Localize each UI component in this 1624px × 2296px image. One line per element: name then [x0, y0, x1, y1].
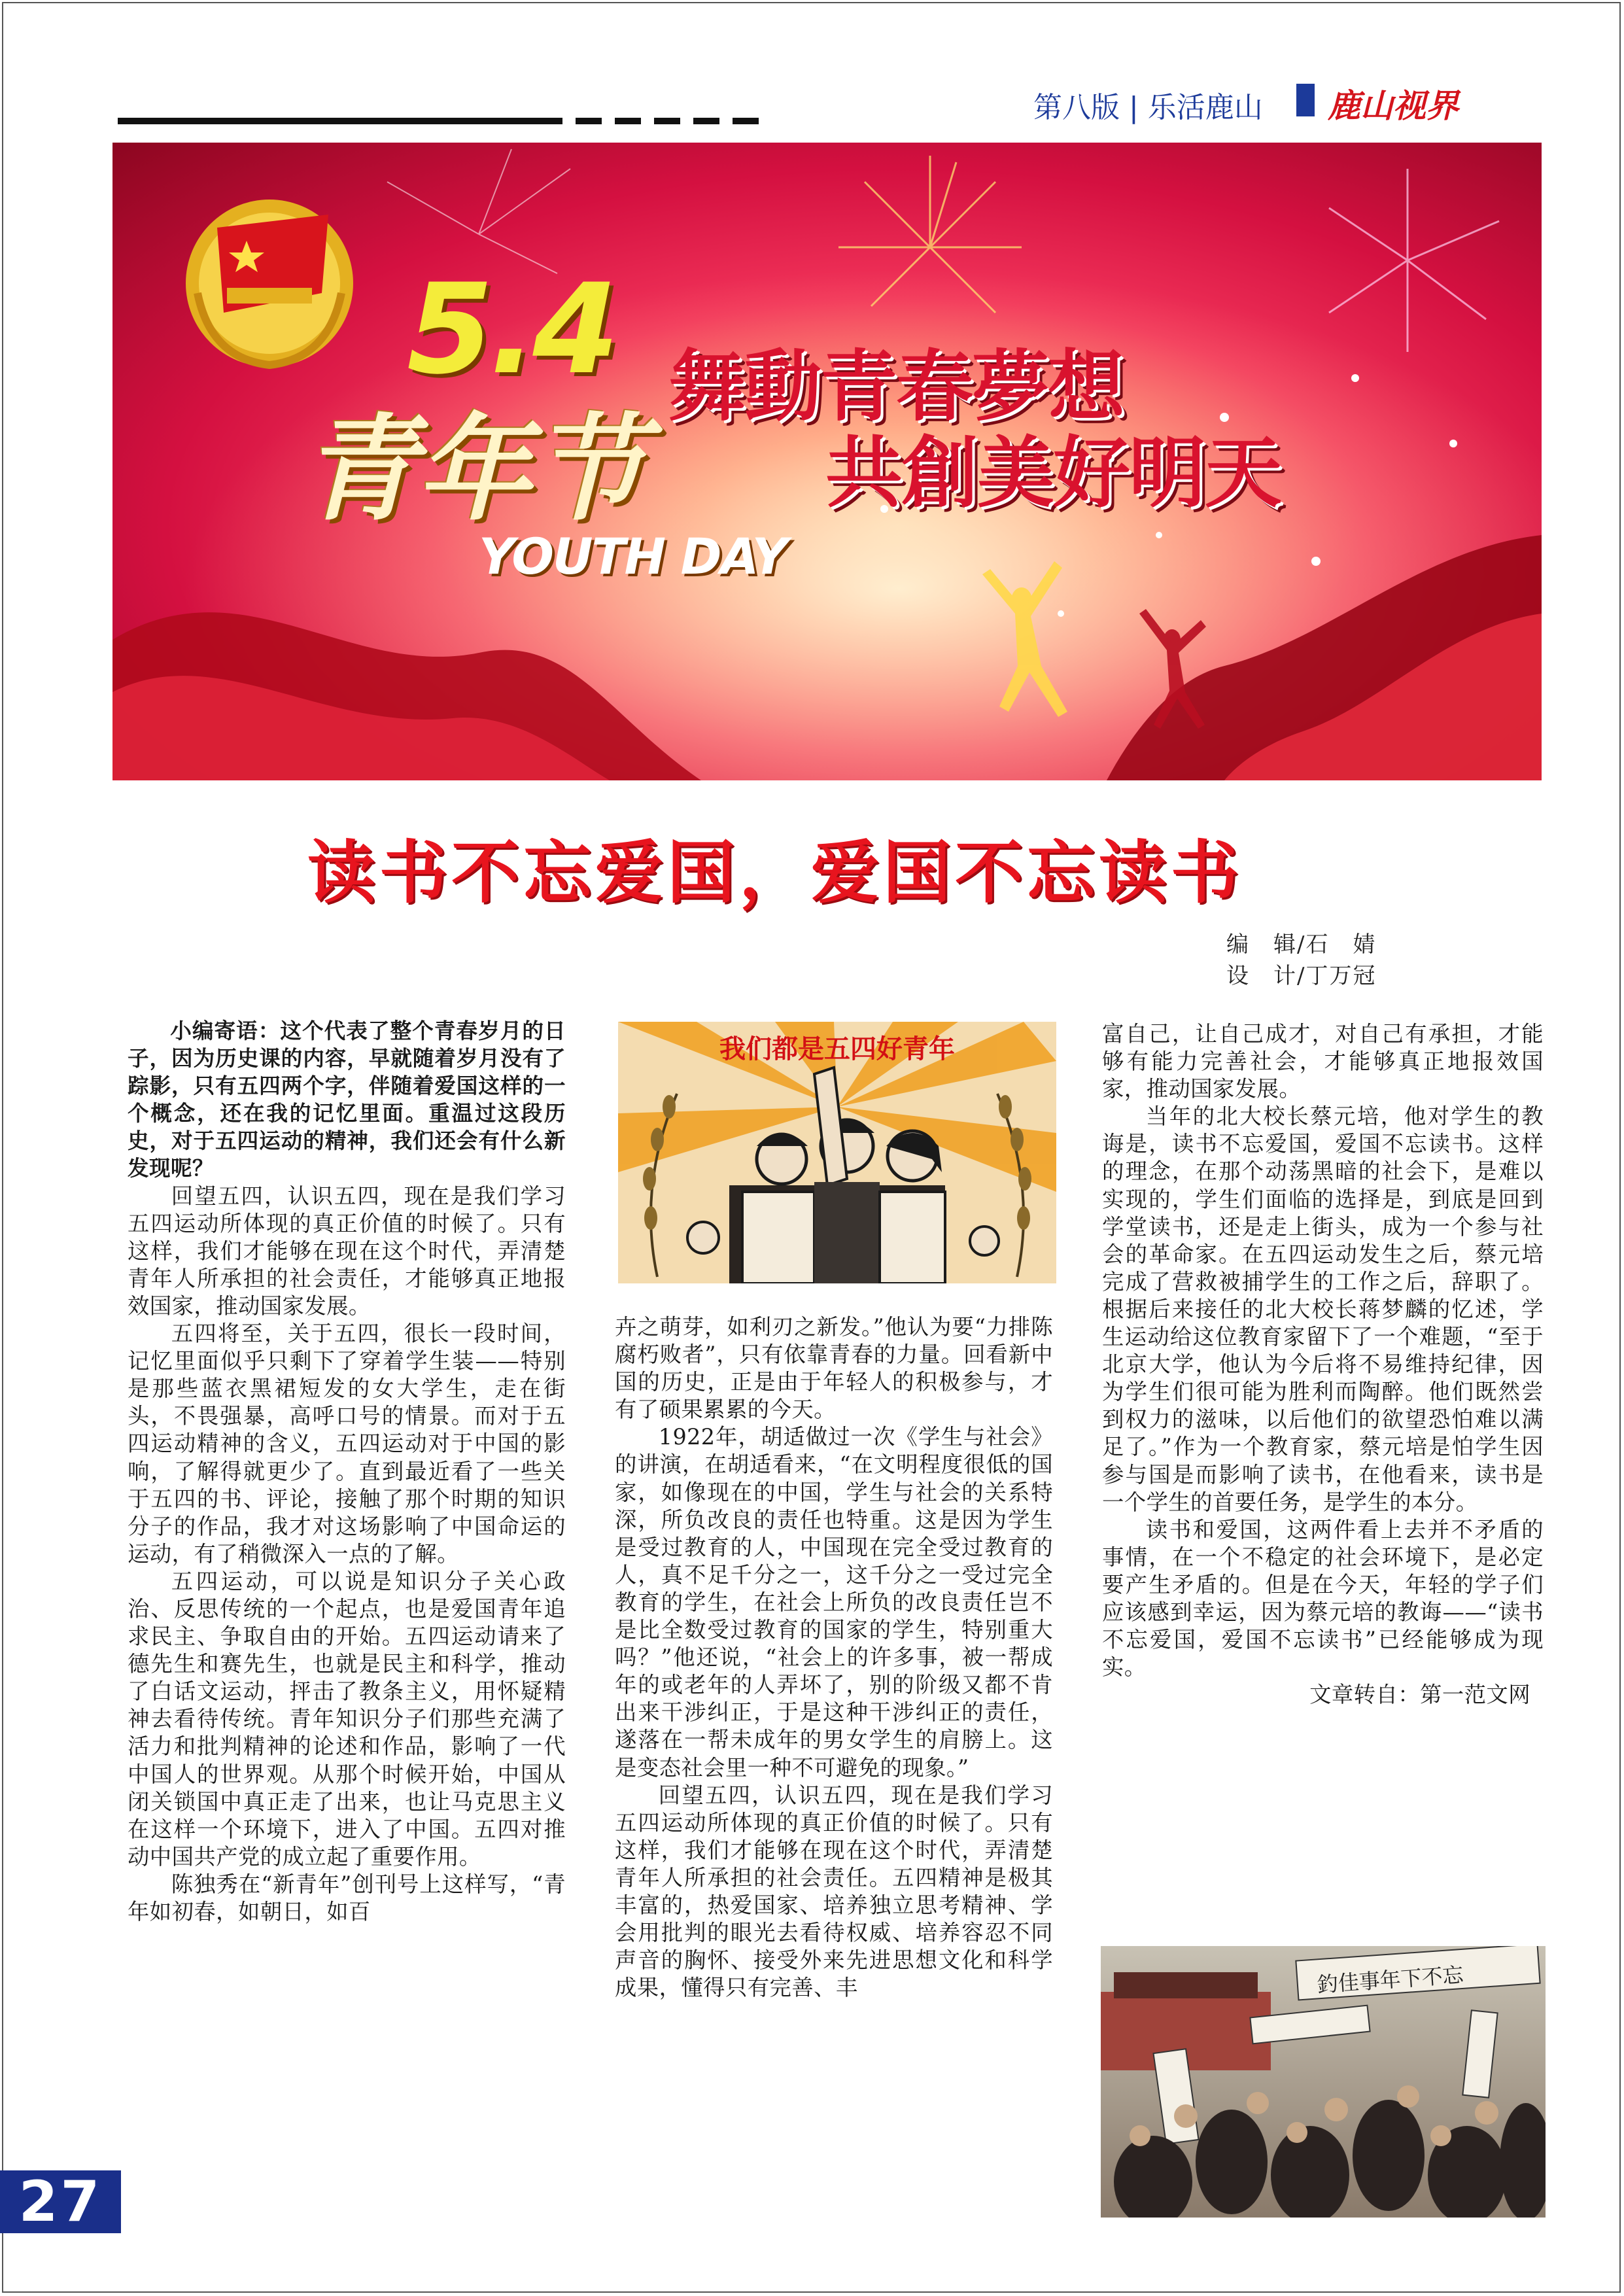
paragraph: 回望五四，认识五四，现在是我们学习五四运动所体现的真正价值的时候了。只有这样，我们才能够在现在这个时代，弄清楚青年人所承担的社会责任。五四精神是极其丰富的，热爱国家、培养独立思考精神、学会用批判的眼光去看待权威、培养容忍不同声音的胸怀、接受外来先进思想文化和科学成果，懂得只有完善、丰 [615, 1782, 1053, 2001]
may-fourth-protest-photo [1101, 1946, 1546, 2218]
protest-banner-text: 釣佳事年下不忘 [1316, 1962, 1464, 1998]
paragraph: 回望五四，认识五四，现在是我们学习五四运动所体现的真正价值的时候了。只有这样，我们才能够在现在这个时代，弄清楚青年人所承担的社会责任，才能够真正地报效国家，推动国家发展。 [128, 1183, 566, 1319]
paragraph: 读书和爱国，这两件看上去并不矛盾的事情，在一个不稳定的社会环境下，是必定要产生矛盾的。但是在今天，年轻的学子们应该感到幸运，因为蔡元培的教诲——“读书不忘爱国，爱国不忘读书”已经能够成为现实。 [1102, 1516, 1544, 1680]
paragraph: 富自己，让自己成才，对自己有承担，才能够有能力完善社会，才能够真正地报效国家，推动国家发展。 [1102, 1021, 1544, 1102]
poster-title: 我们都是五四好青年 [719, 1034, 955, 1064]
header-dash [576, 118, 602, 124]
banner-date: 5.4 [407, 257, 615, 402]
paragraph: 五四将至，关于五四，很长一段时间，记忆里面似乎只剩下了穿着学生装——特别是那些蓝衣黑裙短发的女大学生，走在街头，不畏强暴，高呼口号的情景。而对于五四运动精神的含义，五四运动对于中国的影响，了解得就更少了。直到最近看了一些关于五四的书、评论，接触了那个时期的知识分子的作品，我才对这场影响了中国命运的运动，有了稍微深入一点的了解。 [128, 1321, 566, 1567]
paragraph: 五四运动，可以说是知识分子关心政治、反思传统的一个起点，也是爱国青年追求民主、争取自由的开始。五四运动请来了德先生和赛先生，也就是民主和科学，推动了白话文运动，抨击了教条主义，用怀疑精神去看待传统。青年知识分子们那些充满了活力和批判精神的论述和作品，影响了一代中国人的世界观。从那个时候开始，中国从闭关锁国中真正走了出来，也让马克思主义在这样一个环境下，进入了中国。五四对推动中国共产党的成立起了重要作用。 [128, 1568, 566, 1870]
youth-league-emblem [186, 200, 353, 367]
article-column-3 [1102, 1020, 1544, 1871]
poster-image [618, 1022, 1056, 1283]
article-column-1 [128, 1017, 566, 2227]
publication-logo: 鹿山视界 [1328, 86, 1459, 125]
header-dash [733, 118, 759, 124]
editor-credit: 编 辑/石 婧 [1226, 931, 1377, 958]
paragraph: 当年的北大校长蔡元培，他对学生的教诲是，读书不忘爱国，爱国不忘读书。这样的理念，在那个动荡黑暗的社会下，是难以实现的，学生们面临的选择是，到底是回到学堂读书，还是走上街头，成为一个参与社会的革命家。在五四运动发生之后，蔡元培完成了营救被捕学生的工作之后，辞职了。根据后来接任的北大校长蒋梦麟的忆述，学生运动给这位教育家留下了一个难题，“至于北京大学，他认为今后将不易维持纪律，因为学生们很可能为胜利而陶醉。他们既然尝到权力的滋味，以后他们的欲望恐怕难以满足了。”作为一个教育家，蔡元培是怕学生因参与国是而影响了读书，在他看来，读书是一个学生的首要任务，是学生的本分。 [1102, 1104, 1544, 1515]
youth-day-banner [112, 143, 1542, 780]
designer-credit: 设 计/丁万冠 [1226, 963, 1377, 989]
article-column-2 [615, 1313, 1053, 2229]
editor-note: 小编寄语：这个代表了整个青春岁月的日子，因为历史课的内容，早就随着岁月没有了踪影，只有五四两个字，伴随着爱国这样的一个概念，还在我的记忆里面。重温过这段历史，对于五四运动的精神，我们还会有什么新发现呢？ [128, 1018, 566, 1181]
header-dash [693, 118, 719, 124]
photo-artwork [1101, 1946, 1546, 2218]
paragraph: 卉之萌芽，如利刃之新发。”他认为要“力排陈腐朽败者”，只有依靠青春的力量。回看新中国的历史，正是由于年轻人的积极参与，才有了硕果累累的今天。 [615, 1314, 1053, 1423]
paragraph: 陈独秀在“新青年”创刊号上这样写，“青年如初春，如朝日，如百 [128, 1871, 566, 1924]
banner-slogan-line2: 共創美好明天 [825, 428, 1281, 518]
header-dash [654, 118, 680, 124]
header-marker [1296, 84, 1315, 116]
header-rule [118, 118, 562, 124]
banner-festival-name: 青年节 [302, 404, 646, 536]
page-number: 27 [0, 2170, 121, 2233]
paragraph: 1922年，胡适做过一次《学生与社会》的讲演，在胡适看来，“在文明程度很低的国家，如像现在的中国，学生与社会的关系特深，所负改良的责任也特重。这是因为学生是受过教育的人，中国现在完全受过教育的人，真不足千分之一，这千分之一受过完全教育的学生，在社会上所负的改良责任岂不是比全数受过教育的国家的学生，特别重大吗？”他还说，“社会上的许多事，被一帮成年的或老年的人弄坏了，别的阶级又都不肯出来干涉纠正，于是这种干涉纠正的责任，遂落在一帮未成年的男女学生的肩膀上。这是变态社会里一种不可避免的现象。” [615, 1424, 1053, 1781]
edition-label: 第八版 | 乐活鹿山 [1033, 91, 1263, 124]
banner-english-title: YOUTH DAY [479, 527, 787, 585]
article-title: 读书不忘爱国，爱国不忘读书 [307, 833, 1243, 913]
banner-slogan-line1: 舞動青春夢想 [668, 341, 1124, 432]
article-source: 文章转自：第一范文网 [1309, 1682, 1530, 1708]
header-dash [615, 118, 641, 124]
